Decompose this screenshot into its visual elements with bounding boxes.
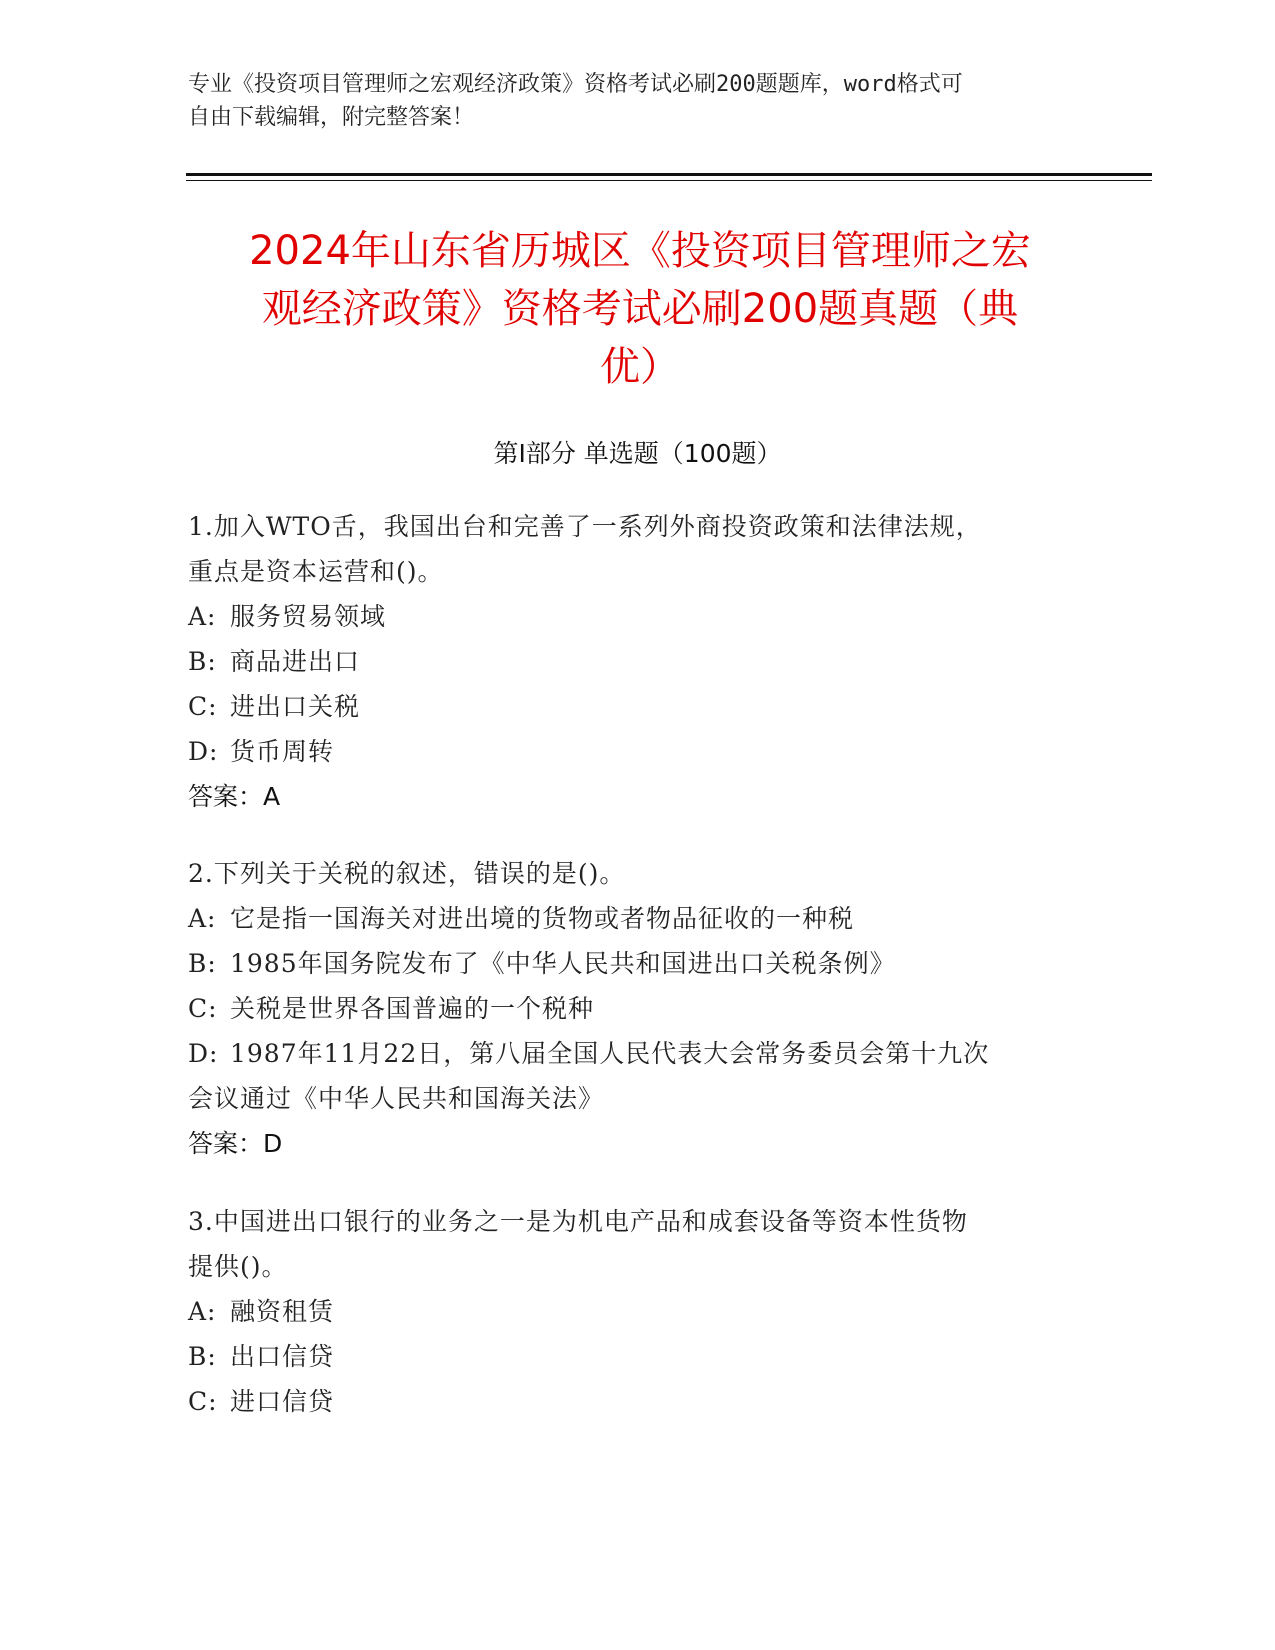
option-text: 货币周转 xyxy=(230,737,335,766)
option-label: C: xyxy=(188,1387,218,1416)
header-note-line: 专业《投资项目管理师之宏观经济政策》资格考试必刷200题题库，word格式可 xyxy=(188,72,963,97)
title-line: 优） xyxy=(600,344,680,390)
option-label: C: xyxy=(188,692,218,721)
option-text: 1987年11月22日，第八届全国人民代表大会常务委员会第十九次 xyxy=(230,1039,990,1068)
answer: 答案：D xyxy=(188,1129,283,1158)
answer: 答案：A xyxy=(188,782,281,811)
option-label: D: xyxy=(188,1039,219,1068)
option-text: 商品进出口 xyxy=(230,647,361,676)
option-b xyxy=(188,1334,1088,1379)
option-label: D: xyxy=(188,737,219,766)
option-text: 进口信贷 xyxy=(230,1387,335,1416)
option-a xyxy=(188,1289,1088,1334)
option-label: B: xyxy=(188,949,217,978)
option-c xyxy=(188,684,1088,729)
option-label: A: xyxy=(188,904,217,933)
option-d xyxy=(188,1031,1088,1076)
option-label: C: xyxy=(188,994,218,1023)
option-text: 它是指一国海关对进出境的货物或者物品征收的一种税 xyxy=(230,904,855,933)
option-b xyxy=(188,639,1088,684)
question-2 xyxy=(188,851,1088,1166)
question-stem: 重点是资本运营和()。 xyxy=(188,557,444,586)
option-text: 服务贸易领域 xyxy=(230,602,387,631)
question-1 xyxy=(188,504,1088,819)
header-rule-thick xyxy=(186,173,1152,176)
option-text: 进出口关税 xyxy=(230,692,361,721)
header-note xyxy=(188,68,1068,134)
option-label: B: xyxy=(188,1342,217,1371)
header-note-line: 自由下载编辑，附完整答案！ xyxy=(188,105,475,130)
option-label: A: xyxy=(188,602,217,631)
option-d-continued: 会议通过《中华人民共和国海关法》 xyxy=(188,1084,605,1113)
option-a xyxy=(188,594,1088,639)
question-stem: 1.加入WTO舌，我国出台和完善了一系列外商投资政策和法律法规， xyxy=(188,512,982,541)
option-c xyxy=(188,986,1088,1031)
section-title: 第Ⅰ部分 单选题（100题） xyxy=(493,439,782,468)
option-b xyxy=(188,941,1088,986)
option-text: 1985年国务院发布了《中华人民共和国进出口关税条例》 xyxy=(230,949,896,978)
question-3 xyxy=(188,1199,1088,1424)
option-label: A: xyxy=(188,1297,217,1326)
option-text: 融资租赁 xyxy=(230,1297,335,1326)
question-stem: 2.下列关于关税的叙述，错误的是()。 xyxy=(188,859,626,888)
option-a xyxy=(188,896,1088,941)
question-stem: 提供()。 xyxy=(188,1252,288,1281)
option-d xyxy=(188,729,1088,774)
document-title xyxy=(180,222,1100,396)
title-line: 观经济政策》资格考试必刷200题真题（典 xyxy=(261,286,1019,332)
title-line: 2024年山东省历城区《投资项目管理师之宏 xyxy=(249,228,1031,274)
option-text: 关税是世界各国普遍的一个税种 xyxy=(230,994,595,1023)
option-label: B: xyxy=(188,647,217,676)
option-text: 出口信贷 xyxy=(230,1342,335,1371)
option-c xyxy=(188,1379,1088,1424)
header-rule-thin xyxy=(186,180,1152,181)
question-stem: 3.中国进出口银行的业务之一是为机电产品和成套设备等资本性货物 xyxy=(188,1207,968,1236)
